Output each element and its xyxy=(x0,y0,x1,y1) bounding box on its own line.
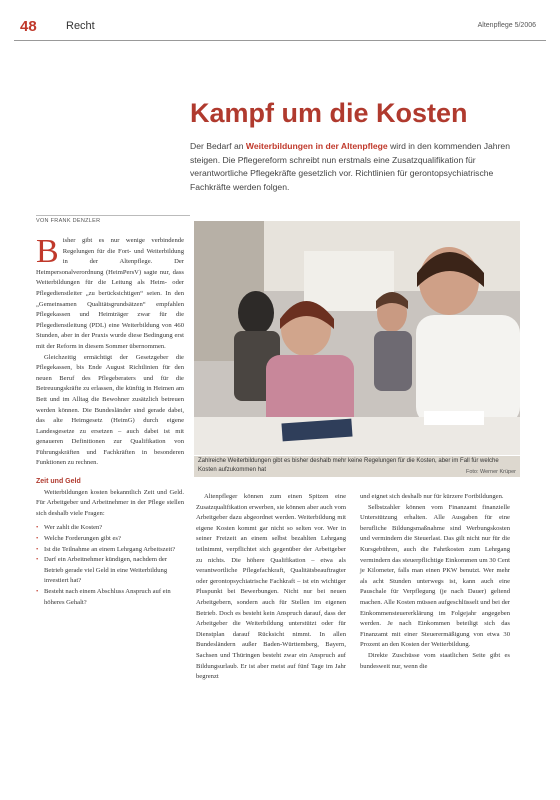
paragraph: und eignet sich deshalb nur für kürzere Fortbildungen. xyxy=(360,493,504,500)
page-number: 48 xyxy=(20,18,37,35)
column-1 xyxy=(36,233,184,608)
classroom-photo-illustration xyxy=(194,221,520,455)
question-item: • Wer zahlt die Kosten? xyxy=(36,523,184,534)
article-title: Kampf um die Kosten xyxy=(190,98,468,128)
article-photo xyxy=(194,221,520,455)
lead-text-start: Der Bedarf an xyxy=(190,141,246,151)
column-3 xyxy=(360,492,510,672)
page-header xyxy=(14,18,546,40)
author-rule xyxy=(36,215,190,216)
question-item: • Ist die Teilnahme an einem Lehrgang Arbeitszeit? xyxy=(36,545,184,556)
subheading-zeit-und-geld: Zeit und Geld xyxy=(36,478,81,486)
paragraph: Gleichzeitig ermächtigt der Gesetzgeber die Pflegekassen, bis Ende August Richtlinien für den neuen Beruf des Pflegeberaters und für die Betreuungskräfte zu erlassen, die künftig in Heimen am Bett und im Alltag die Bewohner zusätzlich betreuen werden können. Die Bundesländer sind gerade dabei, das alte Heimgesetz (HeimG) durch eigene Landesgesetze zu ersetzen – auch dabei ist mit genaueren Definitionen zur Qualifikation von Führungskräften und Fachkräften in besonderen Funktionen zu rechnen. xyxy=(36,353,184,467)
question-list xyxy=(36,523,184,608)
paragraph-intro xyxy=(36,233,184,353)
lead-text-end: wird in den kommenden Jahren steigen. Die Pflegereform schreibt nun erstmals eine Zusatzqualifikation für verantwortliche Pflegekräfte gesetzlich vor. Richtlinien für gerontopsychiatrische Fachkräfte werden folgen. xyxy=(190,141,510,192)
intro-text: isher gibt es nur wenige verbindende Regelungen für die Fort- und Weiterbildung in der Altenpflege. Der Heimpersonalverordnung (HeimPersV) sagte nur, dass Weiterbildungen für die Leitung als Heim- oder Pflegedienstleiter „zu berücksichtigen“ seien. In den „Gemeinsamen Qualitätsgrundsätzen“ empfahlen Pflegekassen und Heimträger zwar für die Pflegedienstleitung (PDL) eine Weiterbildung von 460 Stunden, aber in der Praxis wurde diese Bedingung erst mit der Reform in diesem Sommer übernommen. xyxy=(36,237,184,350)
article-lead xyxy=(190,140,520,194)
question-item: • Besteht nach einem Abschluss Anspruch auf ein höheres Gehalt? xyxy=(36,587,184,608)
column-2 xyxy=(196,492,346,683)
caption-text: Zahlreiche Weiterbildungen gibt es bisher deshalb mehr keine Regelungen für die Kosten, aber im Fall für welche Kosten aufzukommen hat xyxy=(198,458,499,473)
paragraph: Direkte Zuschüsse vom staatlichen Seite gibt es bundesweit nur, wenn die xyxy=(360,651,510,670)
question-item: • Welche Forderungen gibt es? xyxy=(36,534,184,545)
author-byline: VON FRANK DENZLER xyxy=(36,218,101,224)
drop-cap: B xyxy=(36,233,59,270)
paragraph: Weiterbildungen kosten bekanntlich Zeit und Geld. Für Arbeitgeber und Arbeitnehmer in der Pflege stellen sich deshalb viele Fragen: xyxy=(36,488,184,517)
paragraph: Selbstzahler können vom Finanzamt finanzielle Unterstützung erhalten. Alle Ausgaben für eine berufliche Bildungsmaßnahme sind Werbungskosten und vermindern die Steuerlast. Das gilt nicht nur für die Kursgebühren, auch die Fahrtkosten zum Lehrgang vermindern das steuerpflichtige Einkommen um 30 Cent je Kilometer, falls man einen PKW benutzt. Wer mehr als acht Stunden unterwegs ist, kann auch eine Pauschale für Verpflegung (je nach Dauer) geltend machen. Alle Kosten müssen aufgeschlüsselt und bei der Einkommensteuererklärung im Folgejahr angegeben werden. Je nach Einkommen beteiligt sich das Finanzamt mit einer Steuerermäßigung von etwa 30 Prozent an den Kosten der Weiterbildung. xyxy=(360,503,510,649)
lead-highlight: Weiterbildungen in der Altenpflege xyxy=(245,141,388,151)
photo-credit: Foto: Werner Krüper xyxy=(465,468,516,475)
question-item: • Darf ein Arbeitnehmer kündigen, nachdem der Betrieb gerade viel Geld in eine Weiterbildung investiert hat? xyxy=(36,555,184,587)
issue-label: Altenpflege 5/2006 xyxy=(477,22,536,29)
section-label: Recht xyxy=(66,20,95,32)
paragraph: Altenpfleger können zum einen Spitzen eine Zusatzqualifikation erwerben, sie können aber auch vom Arbeitgeber dazu abgeordnet werden. Weiterbildung mit eigene Kosten kommt gar nicht so selten vor. Wer in seiner Freizeit an einem selbst bezahlten Lehrgang teilnimmt, verpflichtet sich gegenüber der Arbeitgeber zu nichts. Die höhere Qualifikation – etwa als verantwortliche Pflegefachkraft, Qualitätsbeauftragter oder gerontopsychiatrische Fachkraft – ist ein wichtiger Pluspunkt bei Bewerbungen. Nicht nur bei neuen Arbeitgebern, sondern auch für Stellen im eigenen Betrieb. Doch es besteht kein Anspruch darauf, dass der Arbeitgeber die Weiterbildung unterstützt oder für Dienstplan darauf Rücksicht nimmt. In allen Bundesländern außer Baden-Württemberg, Bayern, Sachsen und Thüringen besteht zwar ein Anspruch auf Bildungsurlaub. Er ist aber meist auf fünf Tage im Jahr begrenzt xyxy=(196,493,346,681)
photo-caption xyxy=(194,456,520,477)
header-rule xyxy=(14,40,546,41)
